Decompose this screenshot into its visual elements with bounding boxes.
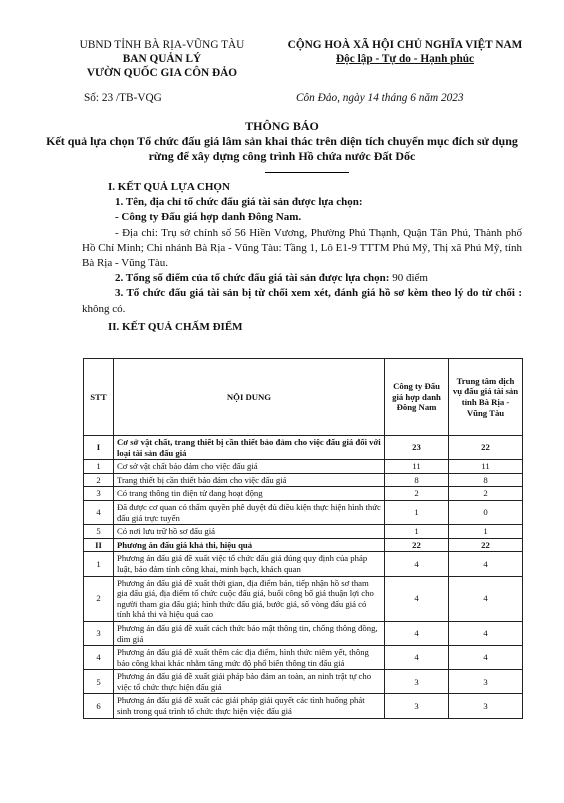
agency-park: VƯỜN QUỐC GIA CÔN ĐẢO: [86, 67, 238, 79]
row-content: Phương án đấu giá khả thi, hiệu quả: [114, 538, 385, 552]
header-auction-center: Trung tâm dịch vụ đấu giá tài sản tỉnh Bà Rịa - Vũng Tàu: [449, 359, 523, 436]
row-content: Phương án đấu giá đề xuất thời gian, địa điểm bán, tiếp nhận hồ sơ tham gia đấu giá, địa điểm tổ chức cuộc đấu giá, buổi công bố giá thuận lợi cho người tham gia đấu giá; hình thức đấu giá, bước giá, số vòng đấu giá có tính khả thi và hiệu quả cao: [114, 576, 385, 621]
row-stt: 4: [84, 646, 114, 670]
row-score-auction-center: 11: [449, 460, 523, 474]
table-row: [84, 552, 523, 576]
table-row: [84, 670, 523, 694]
table-group-row: [84, 538, 523, 552]
row-score-dong-nam: 4: [385, 646, 449, 670]
row-score-auction-center: 22: [449, 436, 523, 460]
table-row: [84, 460, 523, 474]
item-3-value: không có.: [82, 302, 126, 315]
issuing-agency: [66, 38, 258, 80]
row-score-dong-nam: 23: [385, 436, 449, 460]
row-content: Phương án đấu giá đề xuất cách thức bảo mật thông tin, chống thông đồng, dìm giá: [114, 621, 385, 645]
item-3-label: 3. Tổ chức đấu giá tài sản bị từ chối xem xét, đánh giá hồ sơ kèm theo lý do từ chối :: [115, 287, 522, 300]
row-score-auction-center: 4: [449, 576, 523, 621]
item-2: [82, 271, 522, 286]
row-stt: 5: [84, 670, 114, 694]
row-score-dong-nam: 11: [385, 460, 449, 474]
row-content: Phương án đấu giá đề xuất việc tổ chức đấu giá đúng quy định của pháp luật, bảo đảm tính công khai, minh bạch, khách quan: [114, 552, 385, 576]
row-stt: 3: [84, 621, 114, 645]
document-body: [82, 180, 522, 335]
row-stt: 1: [84, 460, 114, 474]
national-header: [274, 38, 536, 66]
row-score-auction-center: 4: [449, 552, 523, 576]
table-row: [84, 621, 523, 645]
header-company-dong-nam: Công ty Đấu giá hợp danh Đông Nam: [385, 359, 449, 436]
row-score-dong-nam: 4: [385, 552, 449, 576]
row-content: Có trang thông tin điện tử đang hoạt động: [114, 487, 385, 501]
row-stt: I: [84, 436, 114, 460]
document-title: [40, 119, 524, 164]
company-address: - Địa chỉ: Trụ sở chính số 56 Hiền Vương, Phường Phú Thạnh, Quận Tân Phú, Thành phố Hồ Chí Minh; Chi nhánh Bà Rịa - Vũng Tàu: Tầng 1, Lô E1-9 TTTM Phú Mỹ, Thị xã Phú Mỹ, tỉnh Bà Rịa - Vũng Tàu.: [82, 226, 522, 270]
row-stt: 1: [84, 552, 114, 576]
row-content: Đã được cơ quan có thẩm quyền phê duyệt đủ điều kiện thực hiện hình thức đấu giá trực tuyến: [114, 500, 385, 524]
selected-company: - Công ty Đấu giá hợp danh Đông Nam.: [115, 211, 302, 224]
row-score-auction-center: 2: [449, 487, 523, 501]
item-2-label: 2. Tổng số điểm của tổ chức đấu giá tài sản được lựa chọn:: [115, 272, 390, 285]
row-score-dong-nam: 1: [385, 525, 449, 539]
row-content: Cơ sở vật chất bảo đảm cho việc đấu giá: [114, 460, 385, 474]
nation-name: CỘNG HOÀ XÃ HỘI CHỦ NGHĨA VIỆT NAM: [287, 39, 523, 51]
header-stt: STT: [84, 359, 114, 436]
table-row: [84, 487, 523, 501]
row-content: Phương án đấu giá đề xuất giải pháp bảo đảm an toàn, an ninh trật tự cho việc tổ chức thực hiện đấu giá: [114, 670, 385, 694]
row-content: Có nơi lưu trữ hồ sơ đấu giá: [114, 525, 385, 539]
agency-province: UBND TỈNH BÀ RỊA-VŨNG TÀU: [79, 39, 245, 51]
row-stt: 2: [84, 576, 114, 621]
score-table: [83, 358, 523, 719]
item-3: [82, 286, 522, 316]
section-1-heading: I. KẾT QUẢ LỰA CHỌN: [108, 181, 230, 193]
row-stt: 4: [84, 500, 114, 524]
table-header-row: [84, 359, 523, 436]
row-content: Phương án đấu giá đề xuất thêm các địa điểm, hình thức niêm yết, thông báo công khai khác nhằm tăng mức độ phổ biến thông tin đấu giá: [114, 646, 385, 670]
row-score-dong-nam: 3: [385, 694, 449, 718]
title-subject: Kết quả lựa chọn Tổ chức đấu giá lâm sản khai thác trên diện tích chuyển mục đích sử dụng rừng để xây dựng công trình Hồ chứa nước Đất Dốc: [46, 134, 518, 163]
section-2-heading: II. KẾT QUẢ CHẤM ĐIỂM: [108, 320, 243, 333]
row-stt: 6: [84, 694, 114, 718]
row-stt: 5: [84, 525, 114, 539]
row-score-auction-center: 22: [449, 538, 523, 552]
table-row: [84, 576, 523, 621]
row-score-dong-nam: 22: [385, 538, 449, 552]
row-score-auction-center: 4: [449, 621, 523, 645]
title-divider: [265, 172, 349, 173]
table-row: [84, 500, 523, 524]
row-score-dong-nam: 3: [385, 670, 449, 694]
row-content: Trang thiết bị cần thiết bảo đảm cho việc đấu giá: [114, 473, 385, 487]
score-table-body: [84, 436, 523, 719]
row-score-auction-center: 4: [449, 646, 523, 670]
national-motto: Độc lập - Tự do - Hạnh phúc: [335, 53, 475, 65]
table-row: [84, 525, 523, 539]
document-number: Số: 23 /TB-VQG: [84, 92, 162, 104]
agency-board: BAN QUẢN LÝ: [122, 53, 202, 65]
table-row: [84, 473, 523, 487]
item-2-value: 90 điểm: [389, 272, 428, 285]
row-content: Cơ sở vật chất, trang thiết bị cần thiết bảo đảm cho việc đấu giá đối với loại tài sản đấu giá: [114, 436, 385, 460]
table-row: [84, 646, 523, 670]
row-stt: II: [84, 538, 114, 552]
row-score-dong-nam: 1: [385, 500, 449, 524]
item-1-heading: 1. Tên, địa chỉ tổ chức đấu giá tài sản được lựa chọn:: [115, 196, 363, 209]
row-score-dong-nam: 4: [385, 576, 449, 621]
row-content: Phương án đấu giá đề xuất các giải pháp giải quyết các tình huống phát sinh trong quá trình tổ chức thực hiện việc đấu giá: [114, 694, 385, 718]
title-kind: THÔNG BÁO: [245, 119, 319, 133]
document-date: Côn Đảo, ngày 14 tháng 6 năm 2023: [296, 92, 464, 104]
row-score-auction-center: 3: [449, 694, 523, 718]
row-score-dong-nam: 2: [385, 487, 449, 501]
row-score-auction-center: 0: [449, 500, 523, 524]
row-score-dong-nam: 8: [385, 473, 449, 487]
row-stt: 3: [84, 487, 114, 501]
row-score-auction-center: 1: [449, 525, 523, 539]
table-row: [84, 694, 523, 718]
table-group-row: [84, 436, 523, 460]
row-score-dong-nam: 4: [385, 621, 449, 645]
header-content: NỘI DUNG: [114, 359, 385, 436]
row-stt: 2: [84, 473, 114, 487]
row-score-auction-center: 3: [449, 670, 523, 694]
row-score-auction-center: 8: [449, 473, 523, 487]
